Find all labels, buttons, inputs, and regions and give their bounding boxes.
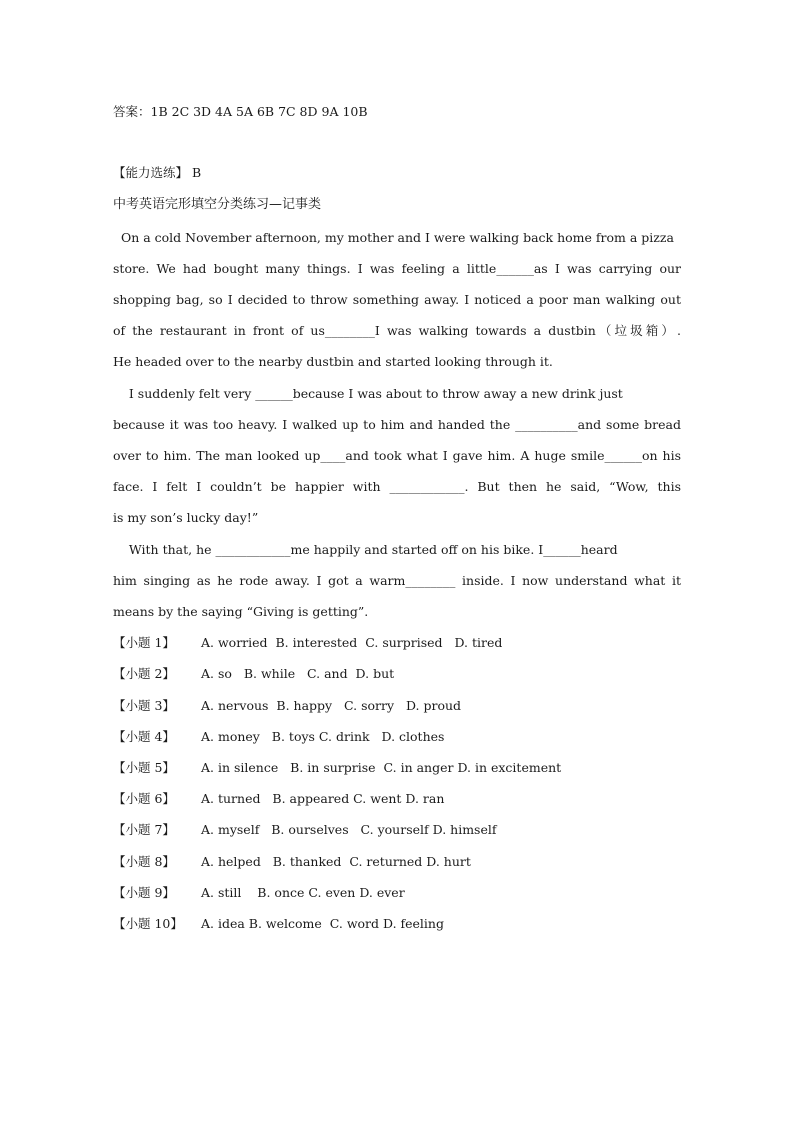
question-options: A. turned B. appeared C. went D. ran — [201, 791, 445, 806]
question-number: 【小题 8】 — [113, 854, 175, 869]
question-options: A. idea B. welcome C. word D. feeling — [201, 916, 444, 931]
question-item — [113, 821, 496, 839]
passage-line: He headed over to the nearby dustbin and started looking through it. — [113, 354, 553, 369]
question-options: A. worried B. interested C. surprised D. tired — [201, 635, 503, 650]
question-number: 【小题 4】 — [113, 729, 175, 744]
ability-line: 【能力选练】 B — [113, 165, 202, 180]
passage-line: is my son’s lucky day!” — [113, 510, 259, 525]
question-options: A. helped B. thanked C. returned D. hurt — [201, 854, 471, 869]
question-options: A. still B. once C. even D. ever — [201, 885, 405, 900]
question-item — [113, 697, 461, 715]
passage-line: I suddenly felt very ______because I was about to throw away a new drink just — [113, 386, 623, 401]
passage-line: because it was too heavy. I walked up to him and handed the __________and some bread — [113, 417, 681, 432]
question-number: 【小题 9】 — [113, 885, 175, 900]
question-item — [113, 634, 502, 652]
question-options: A. myself B. ourselves C. yourself D. himself — [201, 822, 497, 837]
question-item — [113, 853, 471, 871]
question-number: 【小题 2】 — [113, 666, 175, 681]
question-item — [113, 665, 394, 683]
question-item — [113, 915, 444, 933]
question-item — [113, 759, 561, 777]
question-number: 【小题 6】 — [113, 791, 175, 806]
question-item — [113, 790, 444, 808]
question-options: A. money B. toys C. drink D. clothes — [201, 729, 445, 744]
passage-line: store. We had bought many things. I was feeling a little______as I was carrying our — [113, 261, 681, 276]
passage-line: of the restaurant in front of us________I was walking towards a dustbin（垃圾箱）. — [113, 323, 681, 338]
question-item — [113, 884, 405, 902]
question-number: 【小题 10】 — [113, 916, 183, 931]
passage-line: shopping bag, so I decided to throw something away. I noticed a poor man walking out — [113, 292, 681, 307]
passage-line: On a cold November afternoon, my mother and I were walking back home from a pizza — [113, 230, 674, 245]
passage-line: With that, he ____________me happily and started off on his bike. I______heard — [113, 542, 618, 557]
passage-line: means by the saying “Giving is getting”. — [113, 604, 369, 619]
question-number: 【小题 7】 — [113, 822, 175, 837]
question-number: 【小题 5】 — [113, 760, 175, 775]
question-number: 【小题 1】 — [113, 635, 175, 650]
question-options: A. nervous B. happy C. sorry D. proud — [201, 698, 462, 713]
passage-line: face. I felt I couldn’t be happier with ____________. But then he said, “Wow, this — [113, 479, 681, 494]
passage-line: him singing as he rode away. I got a warm________ inside. I now understand what it — [113, 573, 681, 588]
question-item — [113, 728, 444, 746]
answer-line: 答案：1B 2C 3D 4A 5A 6B 7C 8D 9A 10B — [113, 104, 368, 119]
passage-line: over to him. The man looked up____and took what I gave him. A huge smile______on his — [113, 448, 681, 463]
section-title: 中考英语完形填空分类练习—记事类 — [113, 197, 322, 212]
question-options: A. in silence B. in surprise C. in anger D. in excitement — [201, 760, 562, 775]
question-number: 【小题 3】 — [113, 698, 175, 713]
question-options: A. so B. while C. and D. but — [201, 666, 395, 681]
